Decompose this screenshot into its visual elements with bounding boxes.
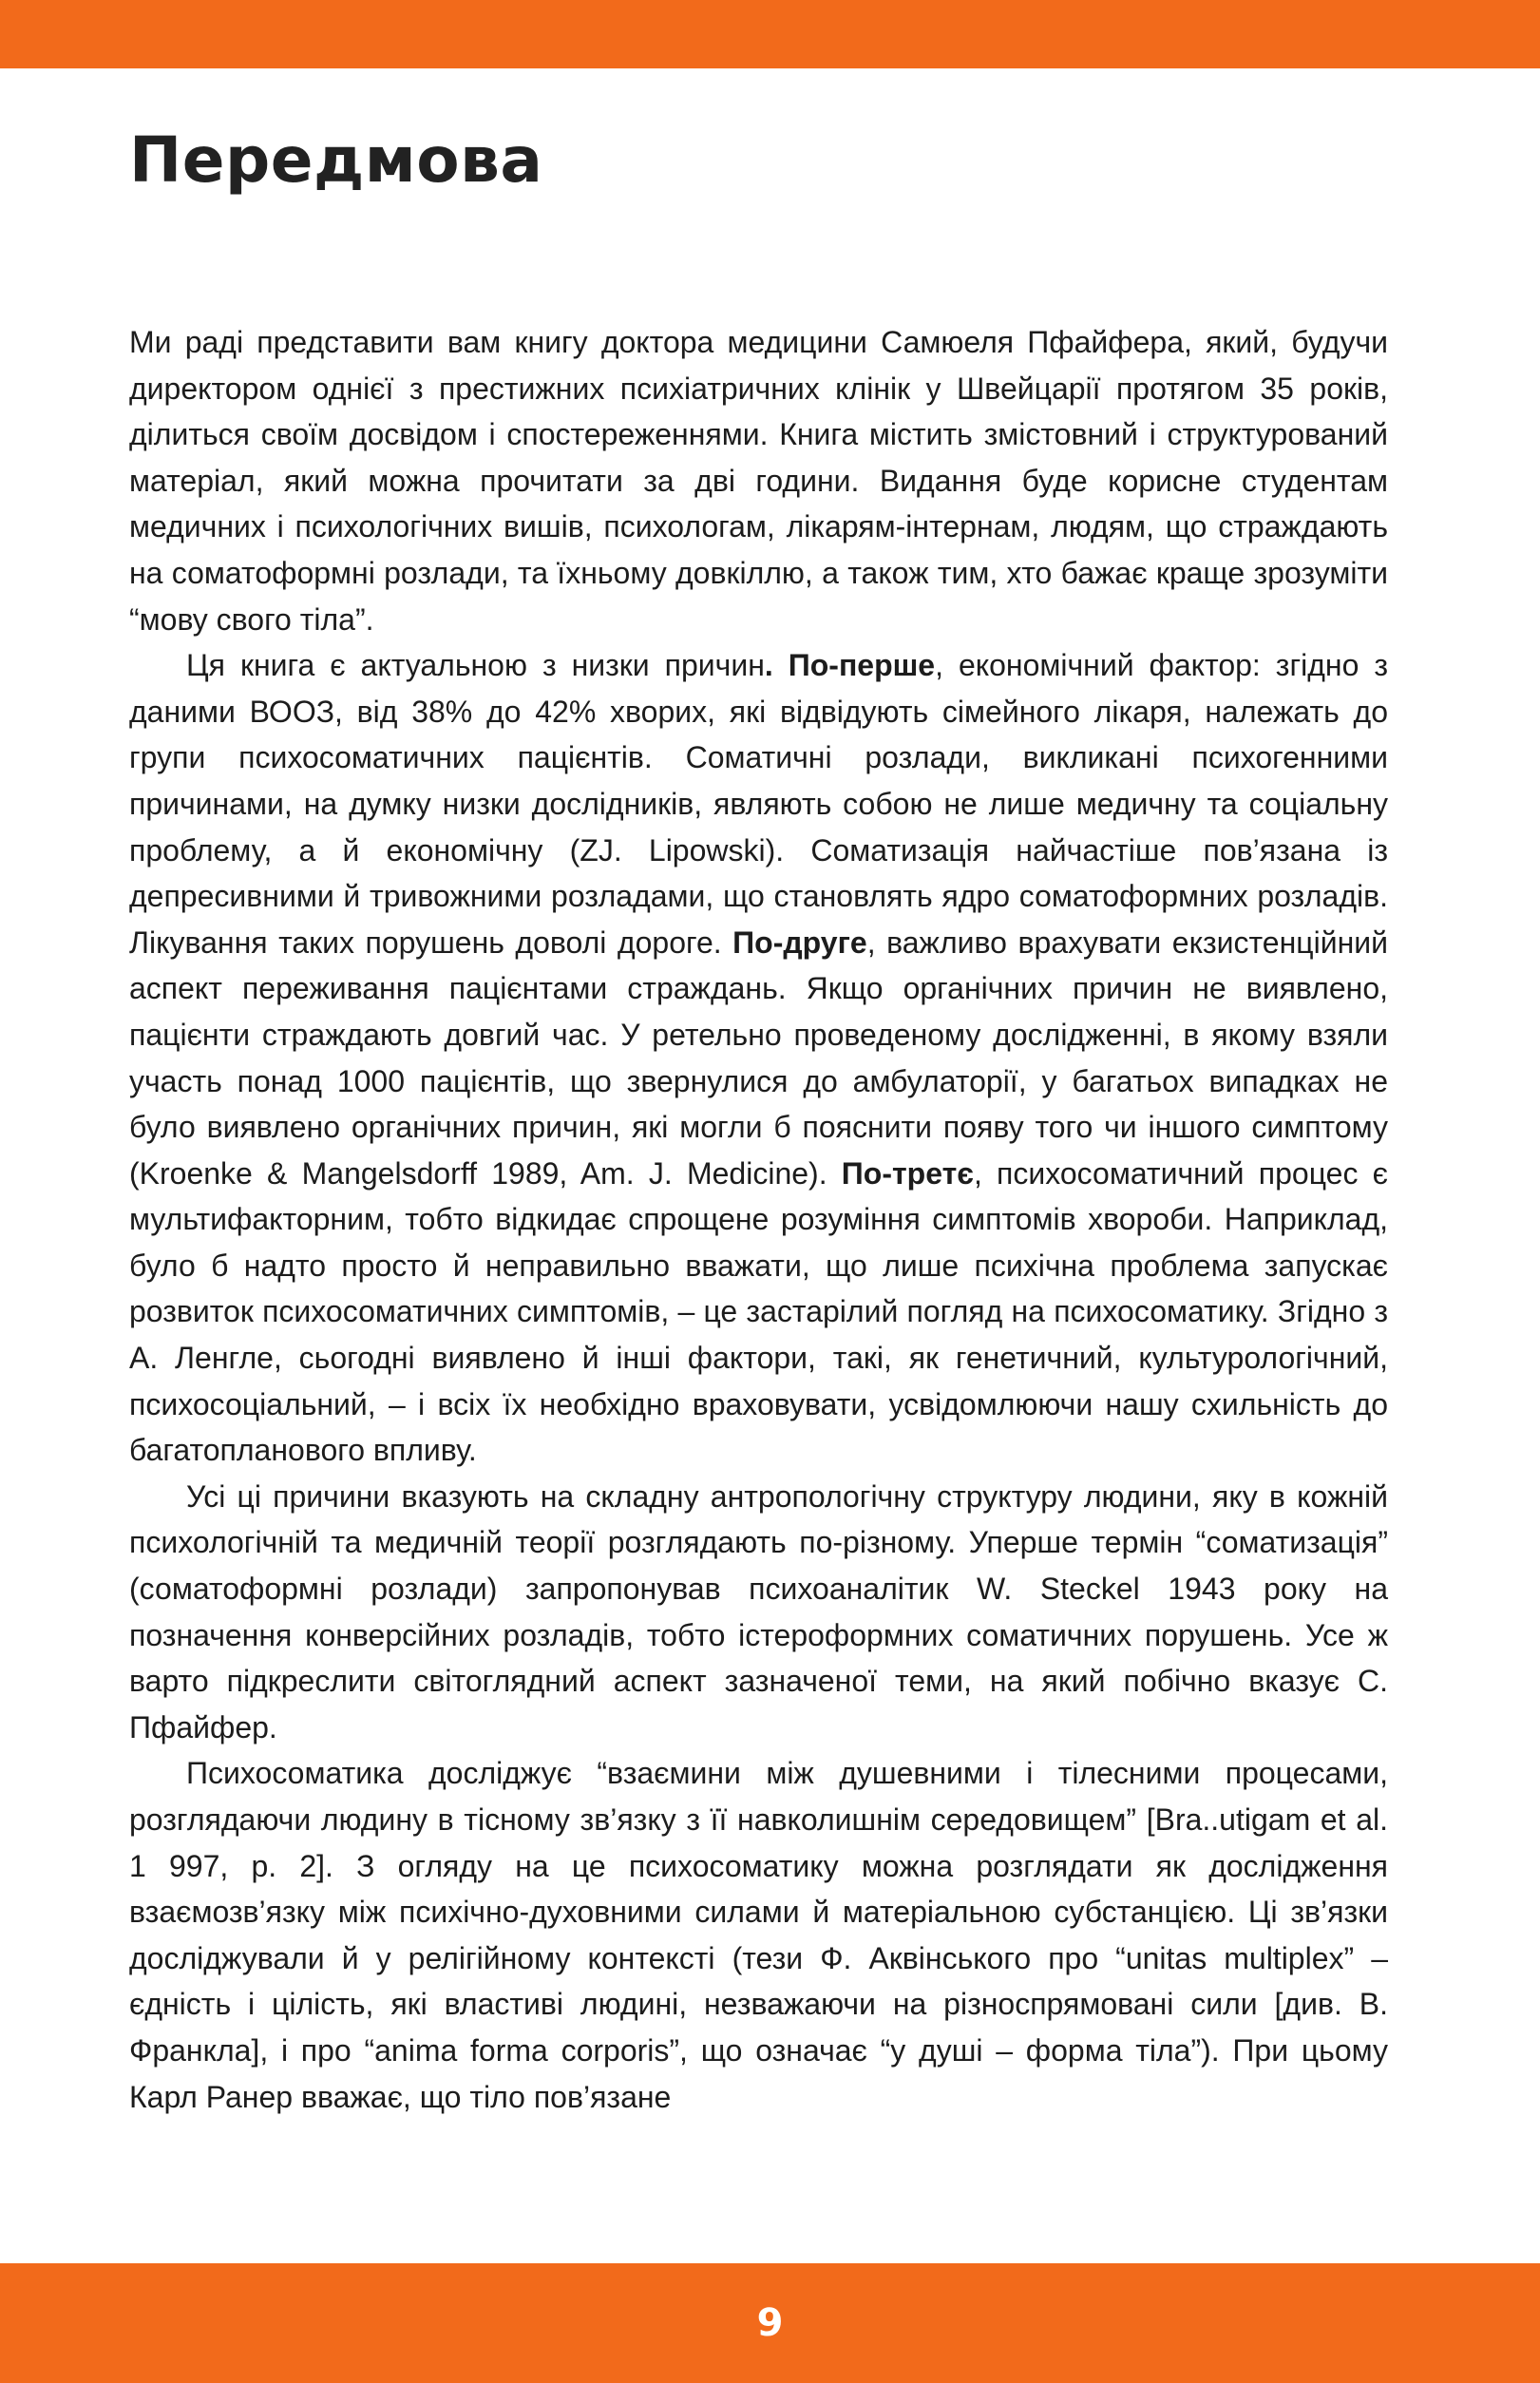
paragraph-2-text-1: Ця книга є актуальною з низки причин — [186, 648, 765, 683]
paragraph-3-text: Усі ці причини вказують на складну антропологічну структуру людини, яку в кожній психологічній та медичній теорії розглядають по-різному. Уперше термін “соматизація” (соматоформні розлади) запропонував психоаналітик W. Steckel 1943 року на позначення конверсійних розладів, тобто істероформних соматичних порушень. Усе ж варто підкреслити світоглядний аспект зазначеної теми, на який побічно вказує С. Пфайфер. — [129, 1478, 1388, 1744]
page-number: 9 — [756, 2301, 784, 2345]
bold-po-tretie: По-третє — [841, 1155, 974, 1191]
paragraph-4 — [129, 1750, 1388, 2120]
body-text — [129, 319, 1388, 2120]
bold-po-druhe: По-друге — [732, 925, 867, 960]
bold-po-pershe: . По-перше — [764, 648, 936, 683]
paragraph-3 — [129, 1474, 1388, 1751]
paragraph-1 — [129, 319, 1388, 642]
paragraph-2-text-3: , важливо врахувати екзистенційний аспект переживання пацієнтами страждань. Якщо органічних причин не виявлено, пацієнти страждають довгий час. У ретельно проведеному дослідженні, в якому взяли участь понад 1000 пацієнтів, що звернулися до амбулаторії, у багатьох випадках не було виявлено органічних причин, які могли б пояснити появу того чи іншого симптому (Kroenke & Mangelsdorff 1989, Am. J. Medicine). — [129, 925, 1389, 1191]
top-orange-band — [0, 0, 1540, 68]
paragraph-1-text: Ми раді представити вам книгу доктора медицини Самюеля Пфайфера, який, будучи директором однієї з престижних психіатричних клінік у Швейцарії протягом 35 років, ділиться своїм досвідом і спостереженнями. Книга містить змістовний і структурований матеріал, який можна прочитати за дві години. Видання буде корисне студентам медичних і психологічних вишів, психологам, лікарям-інтернам, людям, що страждають на соматоформні розлади, та їхньому довкіллю, а також тим, хто бажає краще зрозуміти “мову свого тіла”. — [129, 325, 1388, 637]
paragraph-4-text: Психосоматика досліджує “взаємини між душевними і тілесними процесами, розглядаючи людину в тісному зв’язку з її навколишнім середовищем” [Bra..utigam et al. 1 997, p. 2]. З огляду на це психосоматику можна розглядати як дослідження взаємозв’язку між психічно-духовними силами й матеріальною субстанцією. Ці зв’язки досліджували й у релігійному контексті (тези Ф. Аквінського про “unitas multiplex” – єдність і цілість, які властиві людині, незважаючи на різноспрямовані сили [див. В. Франкла], і про “anima forma corporis”, що означає “у душі – форма тіла”). При цьому Карл Ранер вважає, що тіло пов’язане — [129, 1756, 1388, 2114]
paragraph-2-text-4: , психосоматичний процес є мультифакторним, тобто відкидає спрощене розуміння симптомів хвороби. Наприклад, було б надто просто й неправильно вважати, що лише психічна проблема запускає розвиток психосоматичних симптомів, – це застарілий погляд на психосоматику. Згідно з А. Ленгле, сьогодні виявлено й інші фактори, такі, як генетичний, культурологічний, психосоціальний, – і всіх їх необхідно враховувати, усвідомлюючи нашу схильність до багатопланового впливу. — [129, 1155, 1389, 1468]
paragraph-2-text-2: , економічний фактор: згідно з даними ВООЗ, від 38% до 42% хворих, які відвідують сімейного лікаря, належать до групи психосоматичних пацієнтів. Соматичні розлади, викликані психогенними причинами, на думку низки дослідників, являють собою не лише медичну та соціальну проблему, а й економічну (ZJ. Lipowski). Соматизація найчастіше пов’язана із депресивними й тривожними розладами, що становлять ядро соматоформних розладів. Лікування таких порушень доволі дороге. — [129, 648, 1389, 960]
paragraph-2 — [129, 642, 1388, 1474]
page-title: Передмова — [129, 124, 543, 197]
